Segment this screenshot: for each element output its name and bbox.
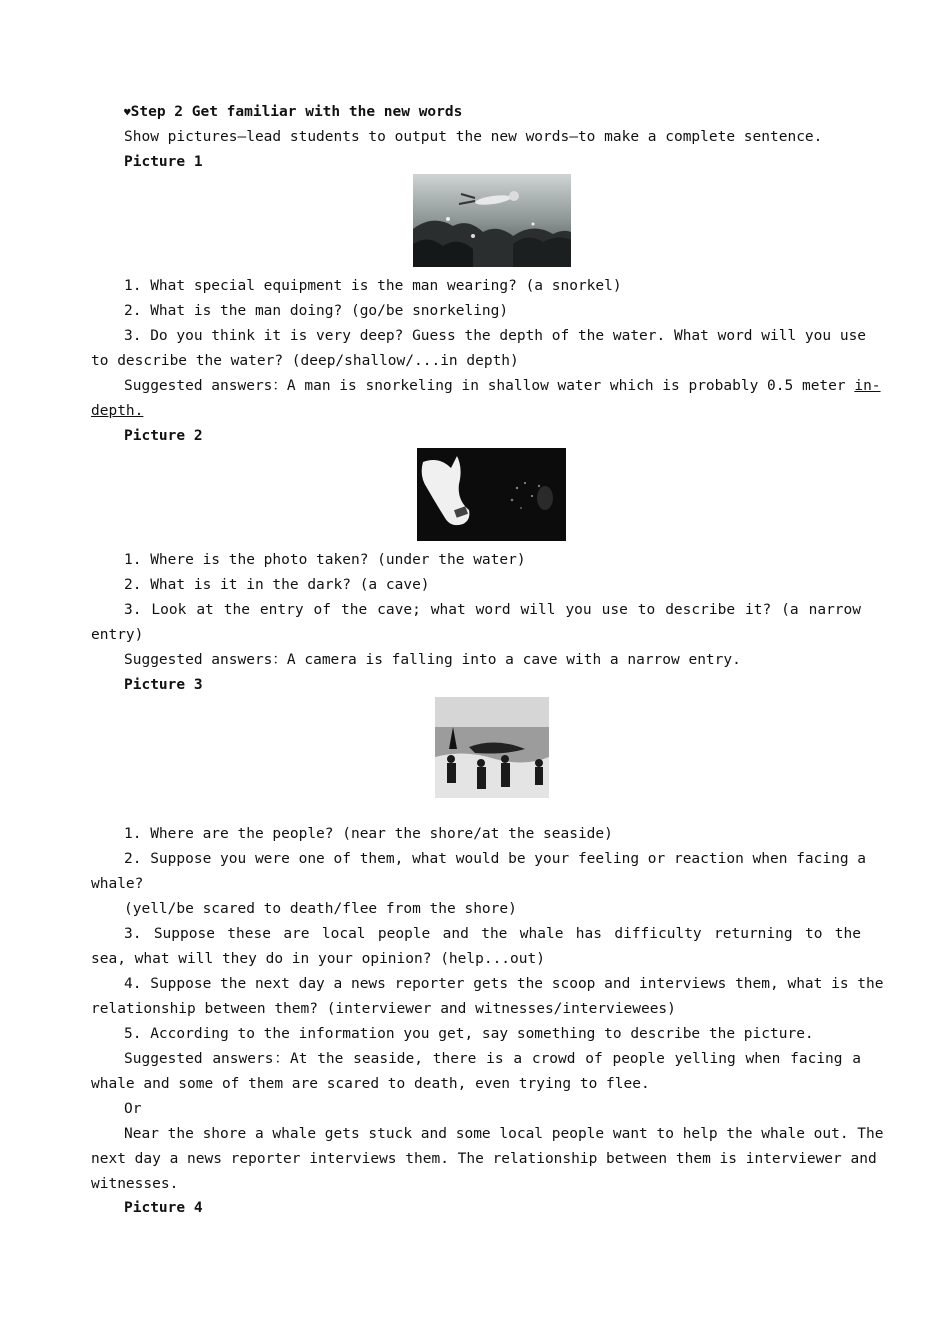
cave-photo <box>417 448 566 541</box>
picture1-question-3-line2: to describe the water? (deep/shallow/...in depth) <box>91 353 519 369</box>
picture1-question-3-line1: 3. Do you think it is very deep? Guess the depth of the water. What word will you use <box>124 328 867 344</box>
step-heading <box>124 100 861 125</box>
picture1-question-1: 1. What special equipment is the man wearing? (a snorkel) <box>124 278 622 294</box>
picture3-question-5: 5. According to the information you get, say something to describe the picture. <box>124 1026 814 1042</box>
picture2-question-3-line2: entry) <box>91 627 144 643</box>
picture4-label: Picture 4 <box>124 1200 203 1216</box>
picture1-answer-line1 <box>124 374 881 399</box>
picture2-answer: Suggested answers：A camera is falling into a cave with a narrow entry. <box>124 652 741 668</box>
whale-shore-photo <box>435 697 549 798</box>
snorkeling-photo <box>413 174 571 267</box>
picture3-question-1: 1. Where are the people? (near the shore/at the seaside) <box>124 826 613 842</box>
picture3-answer2-line3: witnesses. <box>91 1176 179 1192</box>
intro-text: Show pictures—lead students to output the new words—to make a complete sentence. <box>124 129 823 145</box>
picture1-answer-underlined-2: depth. <box>91 403 144 419</box>
picture3-question-4-line1: 4. Suppose the next day a news reporter gets the scoop and interviews them, what is the <box>124 976 884 992</box>
picture1-question-2: 2. What is the man doing? (go/be snorkeling) <box>124 303 509 319</box>
picture1-answer-text: Suggested answers：A man is snorkeling in shallow water which is probably 0.5 meter <box>124 378 855 394</box>
step-heading-text: Step 2 Get familiar with the new words <box>130 104 463 120</box>
picture3-answer2-line1: Near the shore a whale gets stuck and some local people want to help the whale out. The <box>124 1126 884 1142</box>
picture2-label: Picture 2 <box>124 428 203 444</box>
picture3-or: Or <box>124 1101 142 1117</box>
picture3-answer1-line2: whale and some of them are scared to death, even trying to flee. <box>91 1076 650 1092</box>
picture2-question-3-line1: 3. Look at the entry of the cave; what word will you use to describe it? (a narrow <box>124 602 861 618</box>
picture3-question-3-line2: sea, what will they do in your opinion? (help...out) <box>91 951 545 967</box>
picture3-answer2-line2: next day a news reporter interviews them. The relationship between them is interviewer and <box>91 1151 877 1167</box>
picture1-answer-underlined: in- <box>854 378 881 394</box>
picture1-label: Picture 1 <box>124 154 203 170</box>
picture2-question-1: 1. Where is the photo taken? (under the water) <box>124 552 526 568</box>
picture3-question-4-line2: relationship between them? (interviewer and witnesses/interviewees) <box>91 1001 676 1017</box>
picture3-label: Picture 3 <box>124 677 203 693</box>
picture2-question-2: 2. What is it in the dark? (a cave) <box>124 577 430 593</box>
picture3-answer1-line1: Suggested answers：At the seaside, there is a crowd of people yelling when facing a <box>124 1051 861 1067</box>
picture3-question-2-line2: whale? <box>91 876 144 892</box>
picture3-question-2-line3: (yell/be scared to death/flee from the shore) <box>124 901 517 917</box>
picture3-question-3-line1: 3. Suppose these are local people and the whale has difficulty returning to the <box>124 926 861 942</box>
picture3-question-2-line1: 2. Suppose you were one of them, what would be your feeling or reaction when facing a <box>124 851 867 867</box>
picture1-answer-line2 <box>91 399 861 424</box>
heart-marker-icon: ♥ <box>124 106 131 119</box>
